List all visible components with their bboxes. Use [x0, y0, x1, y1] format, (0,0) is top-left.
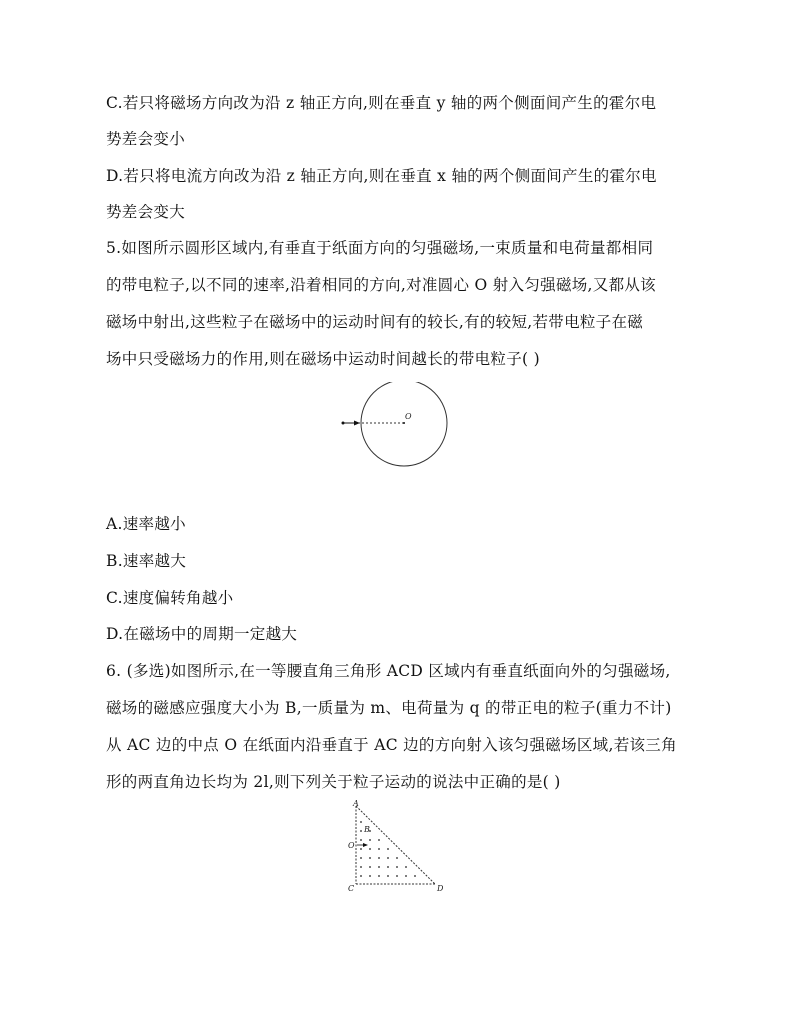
text-line-13: 6. (多选)如图所示,在一等腰直角三角形 ACD 区域内有垂直纸面向外的匀强磁场, — [106, 662, 671, 680]
text-line-16: 形的两直角边长均为 2l,则下列关于粒子运动的说法中正确的是( ) — [106, 773, 561, 791]
option-b: B.速率越大 — [106, 552, 187, 570]
field-dot — [360, 857, 362, 859]
field-dot — [360, 866, 362, 868]
field-dot — [378, 839, 380, 841]
label-a: A — [353, 800, 359, 808]
field-dot — [378, 857, 380, 859]
option-c: C.速度偏转角越小 — [106, 589, 234, 607]
field-dot — [360, 875, 362, 877]
field-dot — [369, 848, 371, 850]
label-c: C — [348, 884, 355, 893]
center-dot — [403, 422, 405, 424]
field-dot — [405, 866, 407, 868]
field-dot — [396, 875, 398, 877]
text-line-1: C.若只将磁场方向改为沿 z 轴正方向,则在垂直 y 轴的两个侧面间产生的霍尔电 — [106, 94, 657, 112]
field-dot — [387, 866, 389, 868]
label-d: D — [437, 884, 444, 893]
text-line-3: D.若只将电流方向改为沿 z 轴正方向,则在垂直 x 轴的两个侧面间产生的霍尔电 — [106, 167, 657, 185]
field-dot — [387, 875, 389, 877]
field-dot — [387, 848, 389, 850]
field-dot — [387, 857, 389, 859]
option-a: A.速率越小 — [106, 515, 186, 533]
field-dot — [378, 866, 380, 868]
text-line-8: 场中只受磁场力的作用,则在磁场中运动时间越长的带电粒子( ) — [106, 350, 540, 368]
particle-dot — [342, 422, 345, 425]
text-line-2: 势差会变小 — [106, 130, 186, 148]
field-dot — [360, 839, 362, 841]
label-o: O — [348, 841, 355, 850]
field-dot — [414, 875, 416, 877]
text-line-5: 5.如图所示圆形区域内,有垂直于纸面方向的匀强磁场,一束质量和电荷量都相同 — [106, 239, 654, 257]
text-line-4: 势差会变大 — [106, 203, 186, 221]
text-line-6: 的带电粒子,以不同的速率,沿着相同的方向,对准圆心 O 射入匀强磁场,又都从该 — [106, 276, 656, 294]
field-dot — [378, 848, 380, 850]
field-dot — [405, 875, 407, 877]
field-dot — [396, 866, 398, 868]
option-d: D.在磁场中的周期一定越大 — [106, 625, 298, 643]
label-b: B — [364, 825, 370, 834]
field-dot — [369, 866, 371, 868]
text-line-7: 磁场中射出,这些粒子在磁场中的运动时间有的较长,有的较短,若带电粒子在磁 — [106, 313, 644, 331]
field-dot — [369, 875, 371, 877]
field-dot — [360, 821, 362, 823]
field-dot — [396, 857, 398, 859]
text-line-14: 磁场的磁感应强度大小为 B,一质量为 m、电荷量为 q 的带正电的粒子(重力不计) — [106, 699, 672, 717]
text-line-15: 从 AC 边的中点 O 在纸面内沿垂直于 AC 边的方向射入该匀强磁场区域,若该三角 — [106, 736, 677, 754]
field-dot — [360, 830, 362, 832]
arrow-head-icon — [354, 421, 360, 426]
field-dot — [369, 839, 371, 841]
field-dot — [378, 875, 380, 877]
circle-figure — [338, 382, 458, 472]
center-label: O — [405, 412, 412, 421]
triangle-figure — [340, 800, 450, 895]
field-dot — [360, 848, 362, 850]
arrow-head-icon — [363, 843, 368, 847]
field-dot — [369, 857, 371, 859]
